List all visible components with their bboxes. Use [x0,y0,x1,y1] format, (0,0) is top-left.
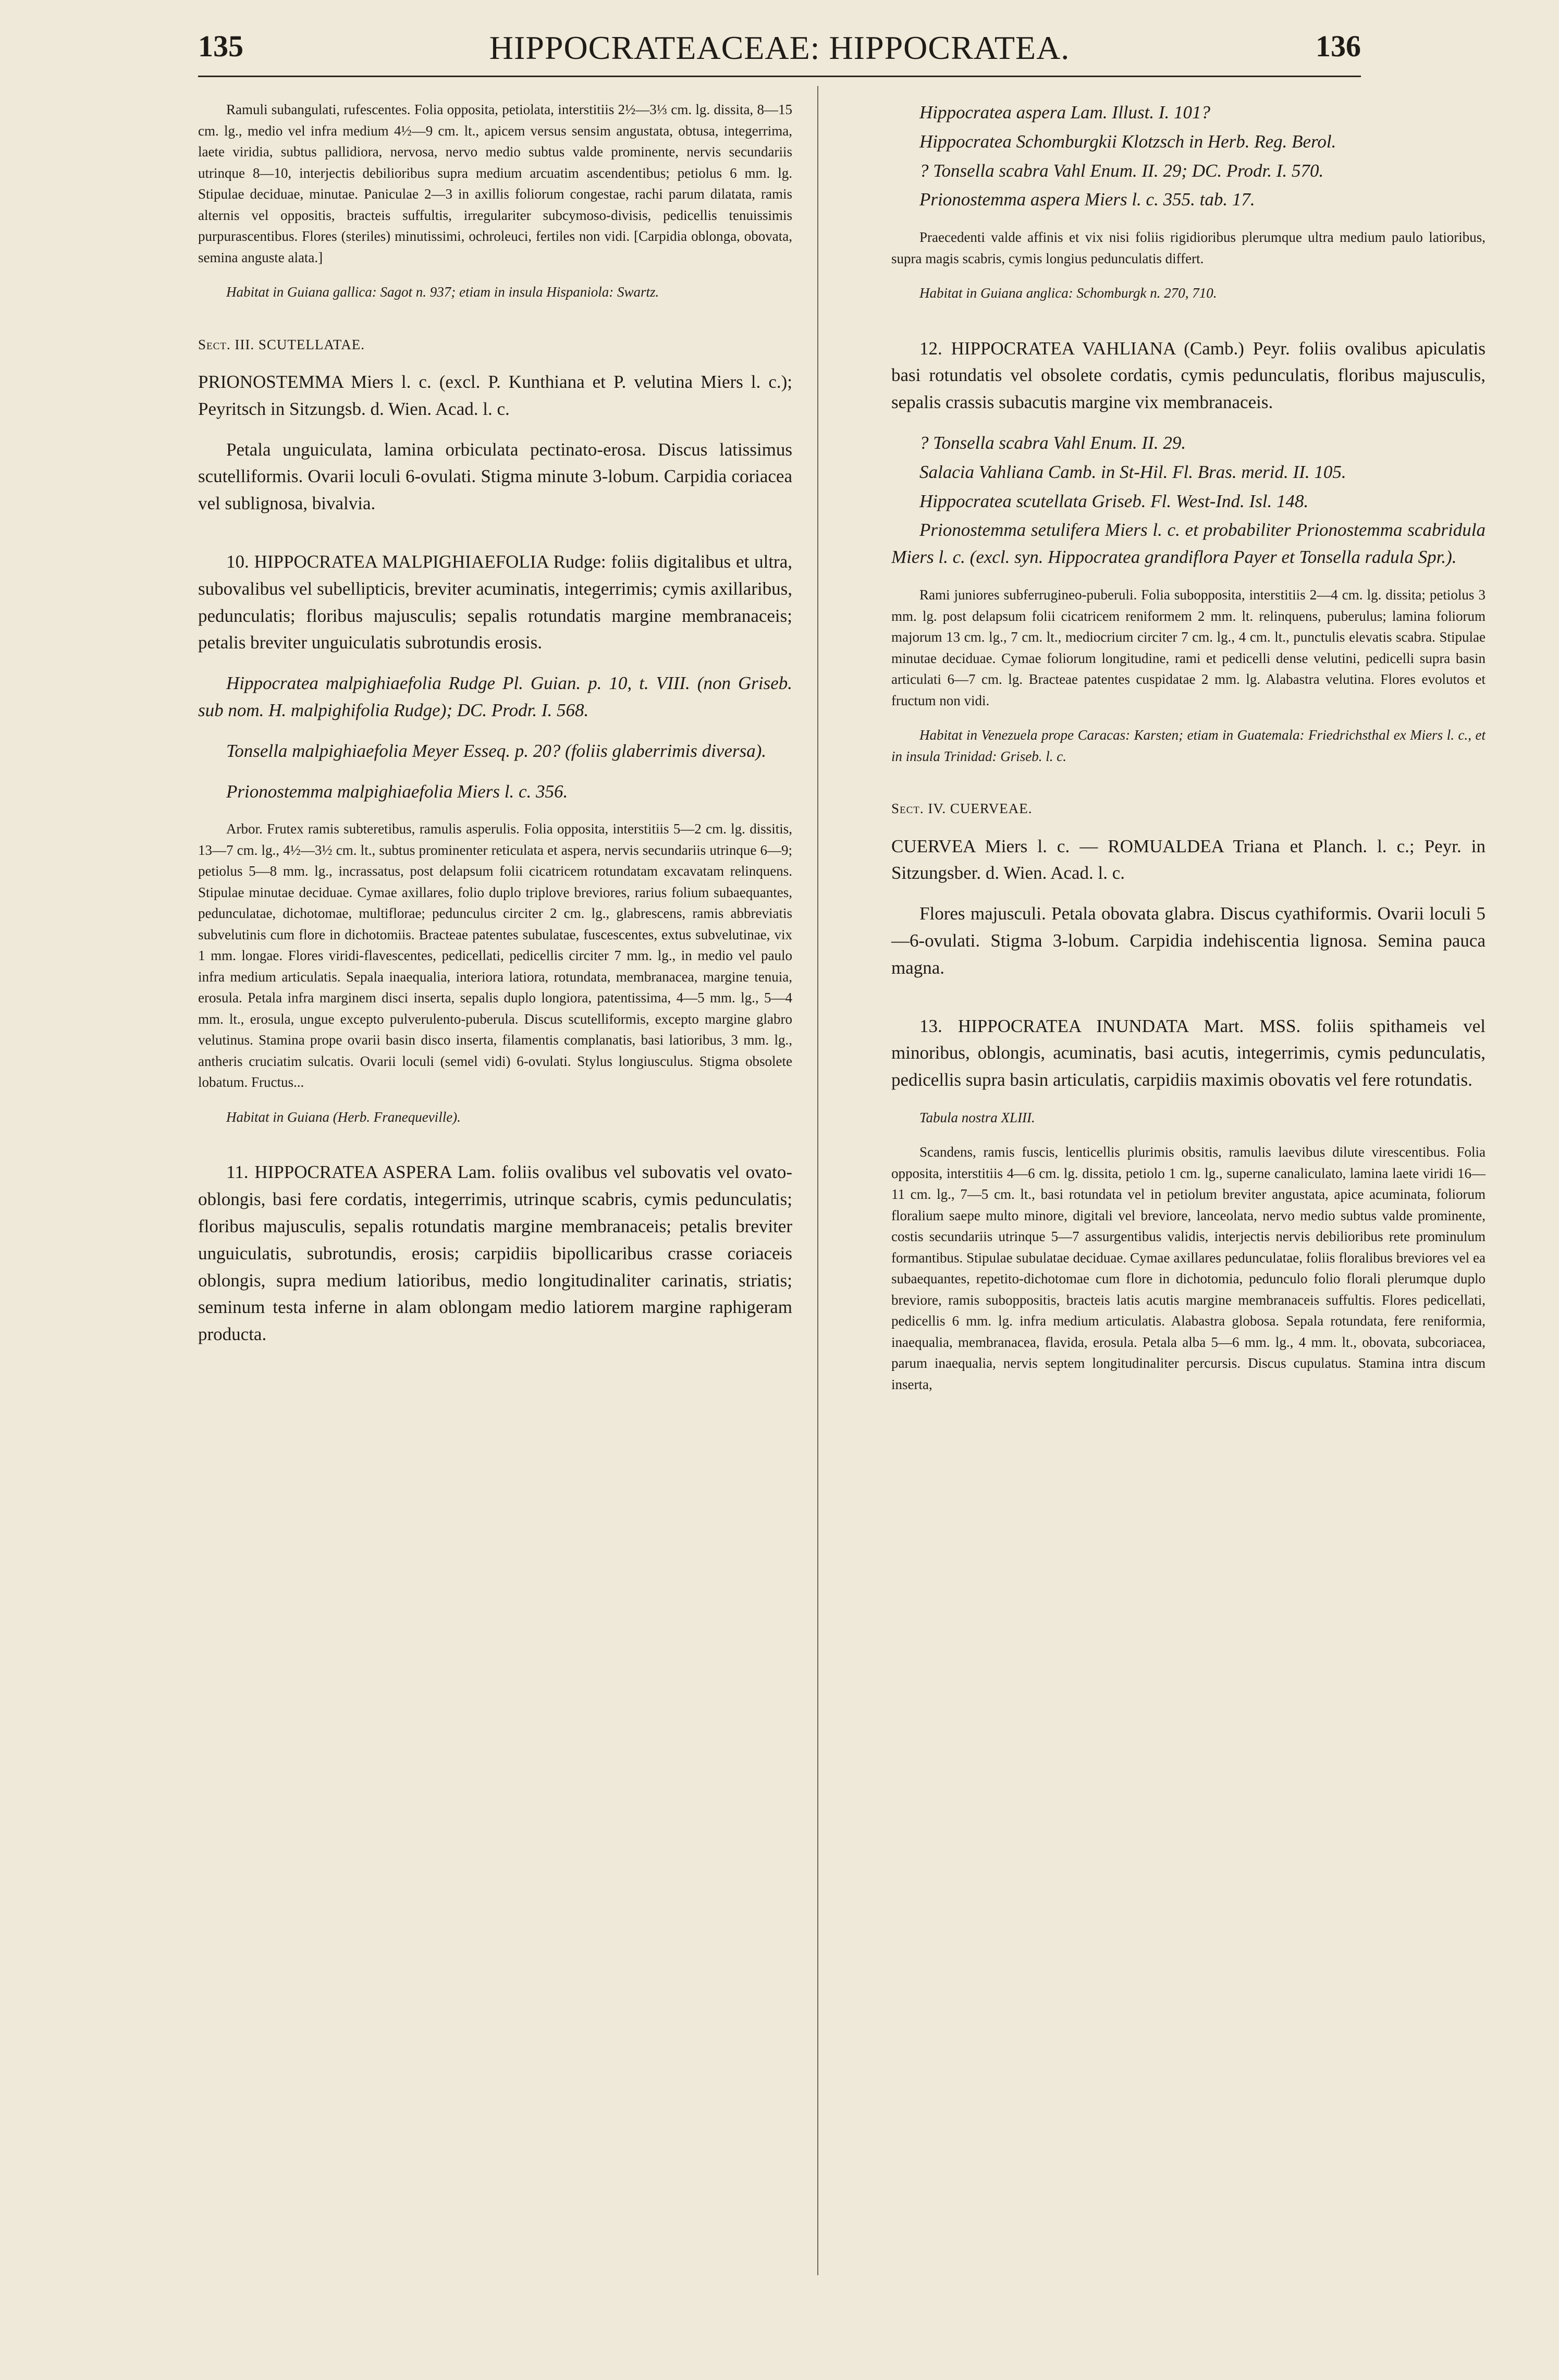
genus-citation: CUERVEA Miers l. c. — ROMUALDEA Triana et Planch. l. c.; Peyr. in Sitzungsber. d. Wien. Acad. l. c. [891,836,1486,884]
column-divider [817,86,818,2275]
synonym-entry: Hippocratea Schomburgkii Klotzsch in Herb. Reg. Berol. [919,131,1336,152]
synonym-entry: ? Tonsella scabra Vahl Enum. II. 29. [919,433,1186,453]
habitat-note: Habitat in Guiana (Herb. Franequeville). [226,1109,461,1125]
species-diagnosis: 13. HIPPOCRATEA INUNDATA Mart. MSS. foliis spithameis vel minoribus, oblongis, acuminatis, basi acutis, integerrimis, cymis pedunculatis, pedicellis supra basin articulatis, carpidiis maximis obovatis vel fere rotundatis. [891,1015,1486,1090]
left-column [198,99,792,1361]
page-number-left: 135 [198,29,243,63]
header-rule [198,76,1361,77]
section-diagnosis: Flores majusculi. Petala obovata glabra. Discus cyathiformis. Ovarii loculi 5—6-ovulati. Stigma 3-lobum. Carpidia indehiscentia lignosa. Semina pauca magna. [891,903,1486,978]
description-paragraph: Ramuli subangulati, rufescentes. Folia opposita, petiolata, interstitiis 2½—3⅓ cm. lg. dissita, 8—15 cm. lg., medio vel infra medium 4½—9 cm. lt., apicem versus sensim angustata, obtusa, integerrima, laete viridia, subtus pallidiora, nervosa, nervo medio subtus valde prominente, nervis secundariis utrinque 8—10, interjectis debilioribus supra medium arcuatim ascendentibus; petiolus 6 mm. lg. Stipulae deciduae, minutae. Paniculae 2—3 in axillis foliorum congestae, rachi parum dilatata, ramis alternis vel oppositis, bracteis suffultis, irregulariter subcymoso-divisis, pedicellis tenuissimis purpurascentibus. Flores (steriles) minutissimi, ochroleuci, fertiles non vidi. [Carpidia oblonga, obovata, semina anguste alata.] [198,102,792,265]
species-diagnosis: 12. HIPPOCRATEA VAHLIANA (Camb.) Peyr. foliis ovalibus apiculatis basi rotundatis vel obsolete cordatis, cymis pedunculatis, floribus majusculis, sepalis crassis subacutis margine vix membranaceis. [891,338,1486,413]
habitat-note: Habitat in Guiana anglica: Schomburgk n. 270, 710. [919,285,1217,301]
species-diagnosis: 11. HIPPOCRATEA ASPERA Lam. foliis ovalibus vel subovatis vel ovato-oblongis, basi fere cordatis, integerrimis, utrinque scabris, cymis pedunculatis; floribus majusculis, sepalis rotundatis margine membranaceis; petalis breviter unguiculatis, subrotundis, erosis; carpidiis bipollicaribus crasse coriaceis oblongis, supra medium latioribus, medio longitudinaliter carinatis, striatis; seminum testa inferne in alam oblongam medio latiorem margine raphigeram producta. [198,1162,792,1345]
synonym-entry: Prionostemma setulifera Miers l. c. et probabiliter Prionostemma scabridula Miers l. c. (excl. syn. Hippocratea grandiflora Payer et Tonsella radula Spr.). [891,520,1486,568]
synonym-entry: Salacia Vahliana Camb. in St-Hil. Fl. Bras. merid. II. 105. [919,461,1346,482]
synonym-entry: Hippocratea malpighiaefolia Rudge Pl. Guian. p. 10, t. VIII. (non Griseb. sub nom. H. malpighifolia Rudge); DC. Prodr. I. 568. [198,673,792,720]
habitat-note: Habitat in Venezuela prope Caracas: Karsten; etiam in Guatemala: Friedrichsthal ex Miers l. c., et in insula Trinidad: Griseb. l. c. [891,727,1486,764]
description-paragraph: Rami juniores subferrugineo-puberuli. Folia subopposita, interstitiis 2—4 cm. lg. dissita; petiolus 3 mm. lg. post delapsum folii cicatricem reniformem 2 mm. lt. relinquens, puberulus; lamina foliorum majorum 13 cm. lg., 7 cm. lt., mediocrium circiter 7 cm. lg., 4 cm. lt., punctulis elevatis scabra. Stipulae minutae deciduae. Cymae foliorum longitudine, rami et pedicelli dense velutini, pedicelli supra basin articulati 6—7 cm. lg. Bracteae patentes cuspidatae 2 mm. lg. Alabastra velutina. Flores evolutos et fructum non vidi. [891,587,1486,708]
section-heading: Sect. III. SCUTELLATAE. [198,336,365,352]
synonym-entry: Hippocratea aspera Lam. Illust. I. 101? [919,102,1211,122]
page-header [198,29,1361,76]
plate-reference: Tabula nostra XLIII. [919,1109,1035,1125]
description-paragraph: Scandens, ramis fuscis, lenticellis plurimis obsitis, ramulis laevibus dilute virescentibus. Folia opposita, interstitiis 4—6 cm. lg. dissita, petiolo 1 cm. lg., superne canaliculato, lamina laete viridi 16—11 cm. lg., 7—5 cm. lt., basi rotundata vel in petiolum breviter angustata, apice acuminata, foliorum floralium saepe multo minore, digitali vel breviore, lanceolata, nervo medio subtus valde prominente, costis secundariis utrinque 5—7 assurgentibus validis, interjectis nervis debilioribus rete prominulum formantibus. Stipulae subulatae deciduae. Cymae axillares pedunculatae, foliis floralibus breviores vel ea subaequantes, repetito-dichotomae cum flore in dichotomia, pedunculo folio florali plerumque duplo breviore, ramis suboppositis, bracteis latis acutis margine membranaceis suffultis. Flores pedicellati, pedicellis 6 mm. lg. infra medium articulatis. Alabastra globosa. Sepala rotundata, fere reniformia, inaequalia, membranacea, flavida, erosula. Petala alba 5—6 mm. lg., 4 mm. lt., obovata, subcoriacea, parum inaequalia, nervis septem longitudinaliter percursis. Discus cupulatus. Stamina intra discum inserta, [891,1144,1486,1392]
synonym-entry: Hippocratea scutellata Griseb. Fl. West-Ind. Isl. 148. [919,490,1309,511]
right-column [891,99,1486,1408]
description-paragraph: Praecedenti valde affinis et vix nisi foliis rigidioribus plerumque ultra medium paulo latioribus, supra magis scabris, cymis longius pedunculatis differt. [891,229,1486,266]
section-diagnosis: Petala unguiculata, lamina orbiculata pectinato-erosa. Discus latissimus scutelliformis. Ovarii loculi 6-ovulati. Stigma minute 3-lobum. Carpidia coriacea vel sublignosa, bivalvia. [198,439,792,514]
section-heading: Sect. IV. CUERVEAE. [891,801,1033,817]
habitat-note: Habitat in Guiana gallica: Sagot n. 937; etiam in insula Hispaniola: Swartz. [226,284,659,300]
genus-citation: PRIONOSTEMMA Miers l. c. (excl. P. Kunthiana et P. velutina Miers l. c.); Peyritsch in Sitzungsb. d. Wien. Acad. l. c. [198,372,792,419]
synonym-entry: Prionostemma aspera Miers l. c. 355. tab. 17. [919,189,1255,210]
species-diagnosis: 10. HIPPOCRATEA MALPIGHIAEFOLIA Rudge: foliis digitalibus et ultra, subovalibus vel subellipticis, breviter acuminatis, integerrimis; cymis axillaribus, pedunculatis; floribus majusculis; sepalis rotundatis margine membranaceis; petalis breviter unguiculatis subrotundis erosis. [198,551,792,653]
description-paragraph: Arbor. Frutex ramis subteretibus, ramulis asperulis. Folia opposita, interstitiis 5—2 cm. lg. dissitis, 13—7 cm. lg., 4½—3½ cm. lt., subtus prominenter reticulata et aspera, nervis secundariis utrinque 6—9; petiolus 5—8 mm. lg., incrassatus, post delapsum folii cicatricem rotundatam excavatam relinquens. Stipulae minutae deciduae. Cymae axillares, folio duplo triplove breviores, rarius folium subaequantes, pedunculatae, dichotomae, multiflorae; pedunculus circiter 2 cm. lg., glabrescens, ramis abbreviatis subvelutinis cum flore in dichotomiis. Bracteae patentes subulatae, fuscescentes, extus subvelutinae, vix 1 mm. longae. Flores viridi-flavescentes, pedicellati, pedicellis circiter 7 mm. lg., in medio vel paulo infra medium articulatis. Sepala inaequalia, interiora latiora, rotundata, membranacea, margine tenuia, erosula. Petala infra marginem disci inserta, sepalis duplo longiora, patentissima, 4—5 mm. lg., 5—4 mm. lt., erosula, ungue excepto pulverulento-puberula. Discus scutelliformis, excepto margine glabro velutinus. Stamina prope ovarii basin disco inserta, filamentis complanatis, basi latioribus, 3 mm. lg., antheris cruciatim sulcatis. Ovarii loculi (semel vidi) 6-ovulati. Stylus longiusculus. Stigma obsolete lobatum. Fructus... [198,821,792,1090]
synonym-entry: ? Tonsella scabra Vahl Enum. II. 29; DC. Prodr. I. 570. [919,160,1324,181]
page-number-right: 136 [1316,29,1361,63]
running-title: HIPPOCRATEACEAE: HIPPOCRATEA. [489,29,1070,66]
synonym-entry: Prionostemma malpighiaefolia Miers l. c. 356. [226,781,568,802]
synonym-entry: Tonsella malpighiaefolia Meyer Esseq. p. 20? (foliis glaberrimis diversa). [226,740,767,761]
